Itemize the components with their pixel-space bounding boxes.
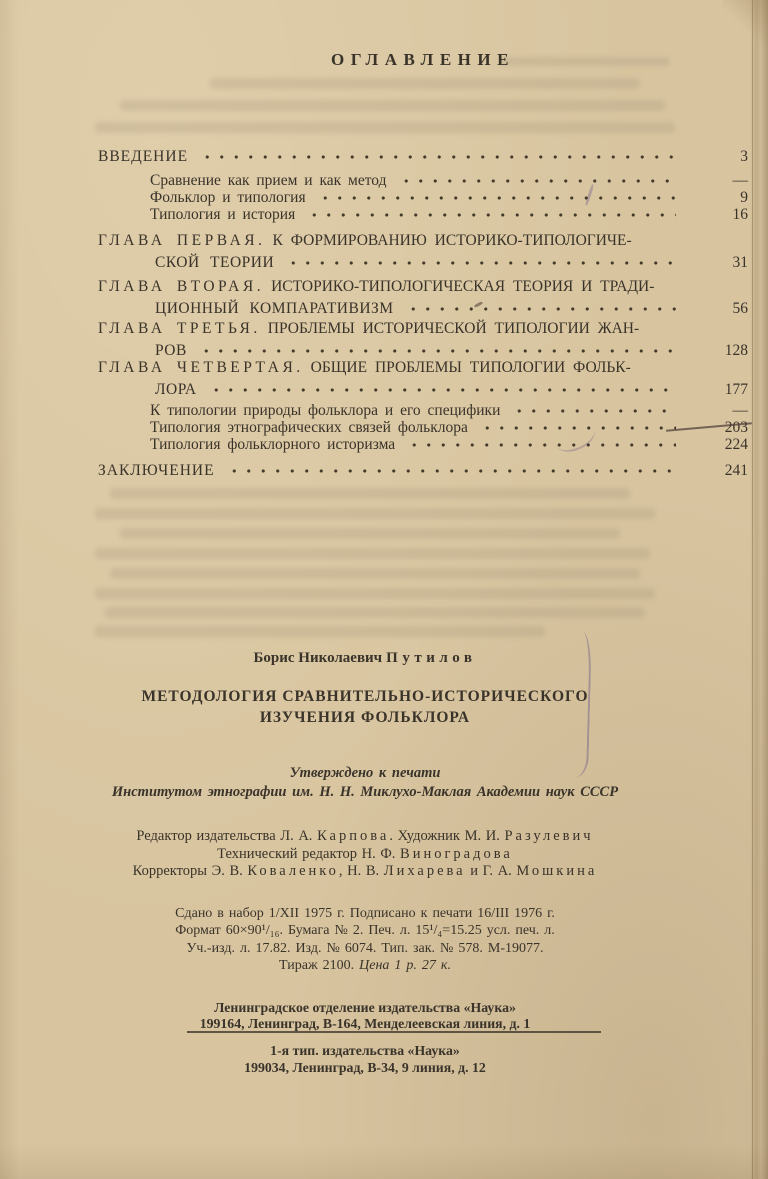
book-title: [0, 686, 730, 728]
toc-entry-label: СКОЙ ТЕОРИИ: [155, 254, 275, 271]
toc-chapter-label: ГЛАВА ТРЕТЬЯ.: [98, 320, 261, 337]
staff-text: Корректоры Э. В.: [132, 863, 248, 879]
toc-row: [98, 232, 748, 271]
toc-chapter-continuation: [98, 254, 748, 271]
toc-row: [98, 172, 748, 189]
staff-text: и Г. А.: [465, 863, 517, 879]
toc-chapter-heading: [98, 320, 748, 337]
toc-chapter-heading: [98, 278, 748, 295]
leader-dots: [406, 303, 676, 315]
leader-dots: [307, 209, 676, 221]
toc-row: [98, 206, 748, 223]
toc-entry-label: ЦИОННЫЙ КОМПАРАТИВИЗМ: [155, 300, 394, 317]
toc-chapter-continuation: [98, 381, 748, 398]
toc-entry-label: Фольклор и типология: [150, 189, 306, 206]
leader-dots: [200, 151, 676, 163]
toc-chapter-title: ИСТОРИКО-ТИПОЛОГИЧЕСКАЯ ТЕОРИЯ И ТРАДИ-: [271, 278, 655, 295]
printer-block: [0, 1042, 730, 1076]
toc-chapter-title: ПРОБЛЕМЫ ИСТОРИЧЕСКОЙ ТИПОЛОГИИ ЖАН-: [267, 320, 640, 337]
ghost-text-smudge: [120, 528, 620, 539]
page-number: 203: [702, 419, 748, 436]
toc-row: [98, 189, 748, 206]
leader-dots: [286, 257, 676, 269]
toc-row: [98, 148, 748, 165]
leader-dots: [227, 465, 676, 477]
approval-line: Утверждено к печати: [289, 765, 441, 781]
printer-address: 199034, Ленинград, В-34, 9 линия, д. 12: [244, 1059, 486, 1075]
book-title-line: ИЗУЧЕНИЯ ФОЛЬКЛОРА: [259, 709, 471, 726]
toc-row: [98, 402, 748, 419]
price-text: Цена 1 р. 27 к.: [359, 958, 451, 973]
colophon: [0, 650, 730, 1076]
staff-text: , Н. В.: [338, 863, 384, 879]
toc-row: [98, 320, 748, 359]
staff-text: Технический редактор Н. Ф.: [217, 845, 401, 862]
publisher-name: Ленинградское отделение издательства «Наука»: [214, 999, 516, 1015]
leader-dots: [512, 405, 676, 417]
toc-chapter-label: ГЛАВА ПЕРВАЯ.: [98, 232, 266, 249]
page-number: 224: [724, 436, 748, 453]
toc-chapter-title: ОБЩИЕ ПРОБЛЕМЫ ТИПОЛОГИИ ФОЛЬК-: [310, 359, 631, 376]
toc-chapter-label: ГЛАВА ВТОРАЯ.: [98, 278, 265, 295]
toc-chapter-continuation: [98, 300, 748, 317]
staff-credit-line: [0, 863, 730, 881]
print-info-line: Формат 60×90¹/₁₆. Бумага № 2. Печ. л. 15¹/₄=15.25 усл. печ. л.: [175, 923, 555, 938]
leader-dots: [209, 384, 676, 396]
staff-surname: Коваленко: [247, 863, 339, 879]
ghost-text-smudge: [95, 626, 545, 637]
staff-surname: Виноградова: [400, 845, 513, 862]
toc-chapter-title: К ФОРМИРОВАНИЮ ИСТОРИКО-ТИПОЛОГИЧЕ-: [272, 232, 632, 249]
toc-title: ОГЛАВЛЕНИЕ: [331, 50, 515, 69]
toc-chapter-heading: [98, 359, 748, 376]
toc-chapter-label: ГЛАВА ЧЕТВЕРТАЯ.: [98, 359, 304, 376]
toc-entry-label: ВВЕДЕНИЕ: [98, 148, 189, 165]
page-edge-shadow: [750, 0, 768, 1179]
toc-chapter-heading: [98, 232, 748, 249]
page-number: 31: [732, 254, 748, 271]
leader-dots: [318, 192, 676, 204]
page-number: 16: [732, 206, 748, 223]
print-info-line: Уч.-изд. л. 17.82. Изд. № 6074. Тип. зак. № 578. М-19077.: [186, 940, 544, 956]
page-number: 177: [724, 381, 748, 398]
toc-list: [98, 148, 748, 479]
ghost-text-smudge: [110, 488, 630, 499]
publisher-address: 199164, Ленинград, В-164, Менделеевская линия, д. 1: [199, 1016, 531, 1031]
print-info-line: Сдано в набор 1/XII 1975 г. Подписано к печати 16/III 1976 г.: [175, 905, 555, 921]
toc-entry-label: Сравнение как прием и как метод: [150, 172, 387, 189]
staff-credit-line: [0, 846, 730, 864]
toc-entry-label: К типологии природы фольклора и его специфики: [150, 402, 501, 419]
ghost-text-smudge: [95, 508, 655, 519]
book-author: [0, 650, 730, 666]
staff-text: . Художник М. И.: [389, 828, 505, 844]
leader-dots: [480, 422, 676, 434]
publisher-block: [0, 1000, 730, 1033]
approval-note: [0, 764, 730, 802]
toc-row: [98, 359, 748, 398]
ghost-text-smudge: [95, 122, 675, 133]
toc-chapter-continuation: [98, 342, 748, 359]
ghost-text-smudge: [110, 568, 640, 579]
ghost-text-smudge: [95, 588, 655, 599]
author-name: Борис Николаевич: [253, 650, 383, 666]
toc-row: [98, 436, 748, 453]
toc-entry-label: Типология фольклорного историзма: [150, 436, 396, 453]
toc-row: [98, 278, 748, 317]
toc-entry-label: ЛОРА: [155, 381, 197, 398]
staff-surname: Лихарева: [383, 863, 466, 879]
approval-line: Институтом этнографии им. Н. Н. Миклухо-Маклая Академии наук СССР: [111, 784, 619, 800]
divider-rule: [187, 1031, 601, 1033]
toc-row: [98, 462, 748, 479]
ghost-text-smudge: [105, 607, 645, 618]
page-number: —: [732, 402, 748, 419]
print-info: [0, 905, 730, 975]
page-number: 3: [740, 148, 748, 165]
toc-entry-label: Типология этнографических связей фольклора: [150, 419, 468, 436]
page-number: 241: [724, 462, 748, 479]
printer-name: 1-я тип. издательства «Наука»: [270, 1042, 460, 1058]
page-number: 128: [724, 342, 748, 359]
toc-entry-label: РОВ: [155, 342, 187, 359]
page-number: 9: [740, 189, 748, 206]
page-number: 56: [732, 300, 748, 317]
author-surname: Путилов: [386, 650, 477, 666]
page-number: —: [732, 172, 748, 189]
staff-surname: Карпова: [317, 828, 390, 844]
ghost-text-smudge: [210, 78, 640, 89]
staff-credits: [0, 828, 730, 881]
page-corner-fold: [722, 0, 768, 52]
ghost-text-smudge: [120, 100, 665, 111]
toc-entry-label: ЗАКЛЮЧЕНИЕ: [98, 462, 215, 479]
staff-surname: Мошкина: [516, 863, 598, 879]
leader-dots: [399, 175, 677, 187]
book-title-line: МЕТОДОЛОГИЯ СРАВНИТЕЛЬНО-ИСТОРИЧЕСКОГО: [141, 688, 589, 705]
leader-dots: [199, 345, 676, 357]
staff-surname: Разулевич: [504, 828, 594, 844]
tirazh-text: Тираж 2100.: [279, 958, 360, 973]
staff-text: Редактор издательства Л. А.: [136, 828, 318, 844]
staff-credit-line: [0, 828, 730, 846]
ghost-text-smudge: [95, 548, 650, 559]
toc-row: [98, 419, 748, 436]
toc-entry-label: Типология и история: [150, 206, 296, 223]
leader-dots: [407, 439, 676, 451]
print-info-tirazh: [0, 957, 730, 975]
